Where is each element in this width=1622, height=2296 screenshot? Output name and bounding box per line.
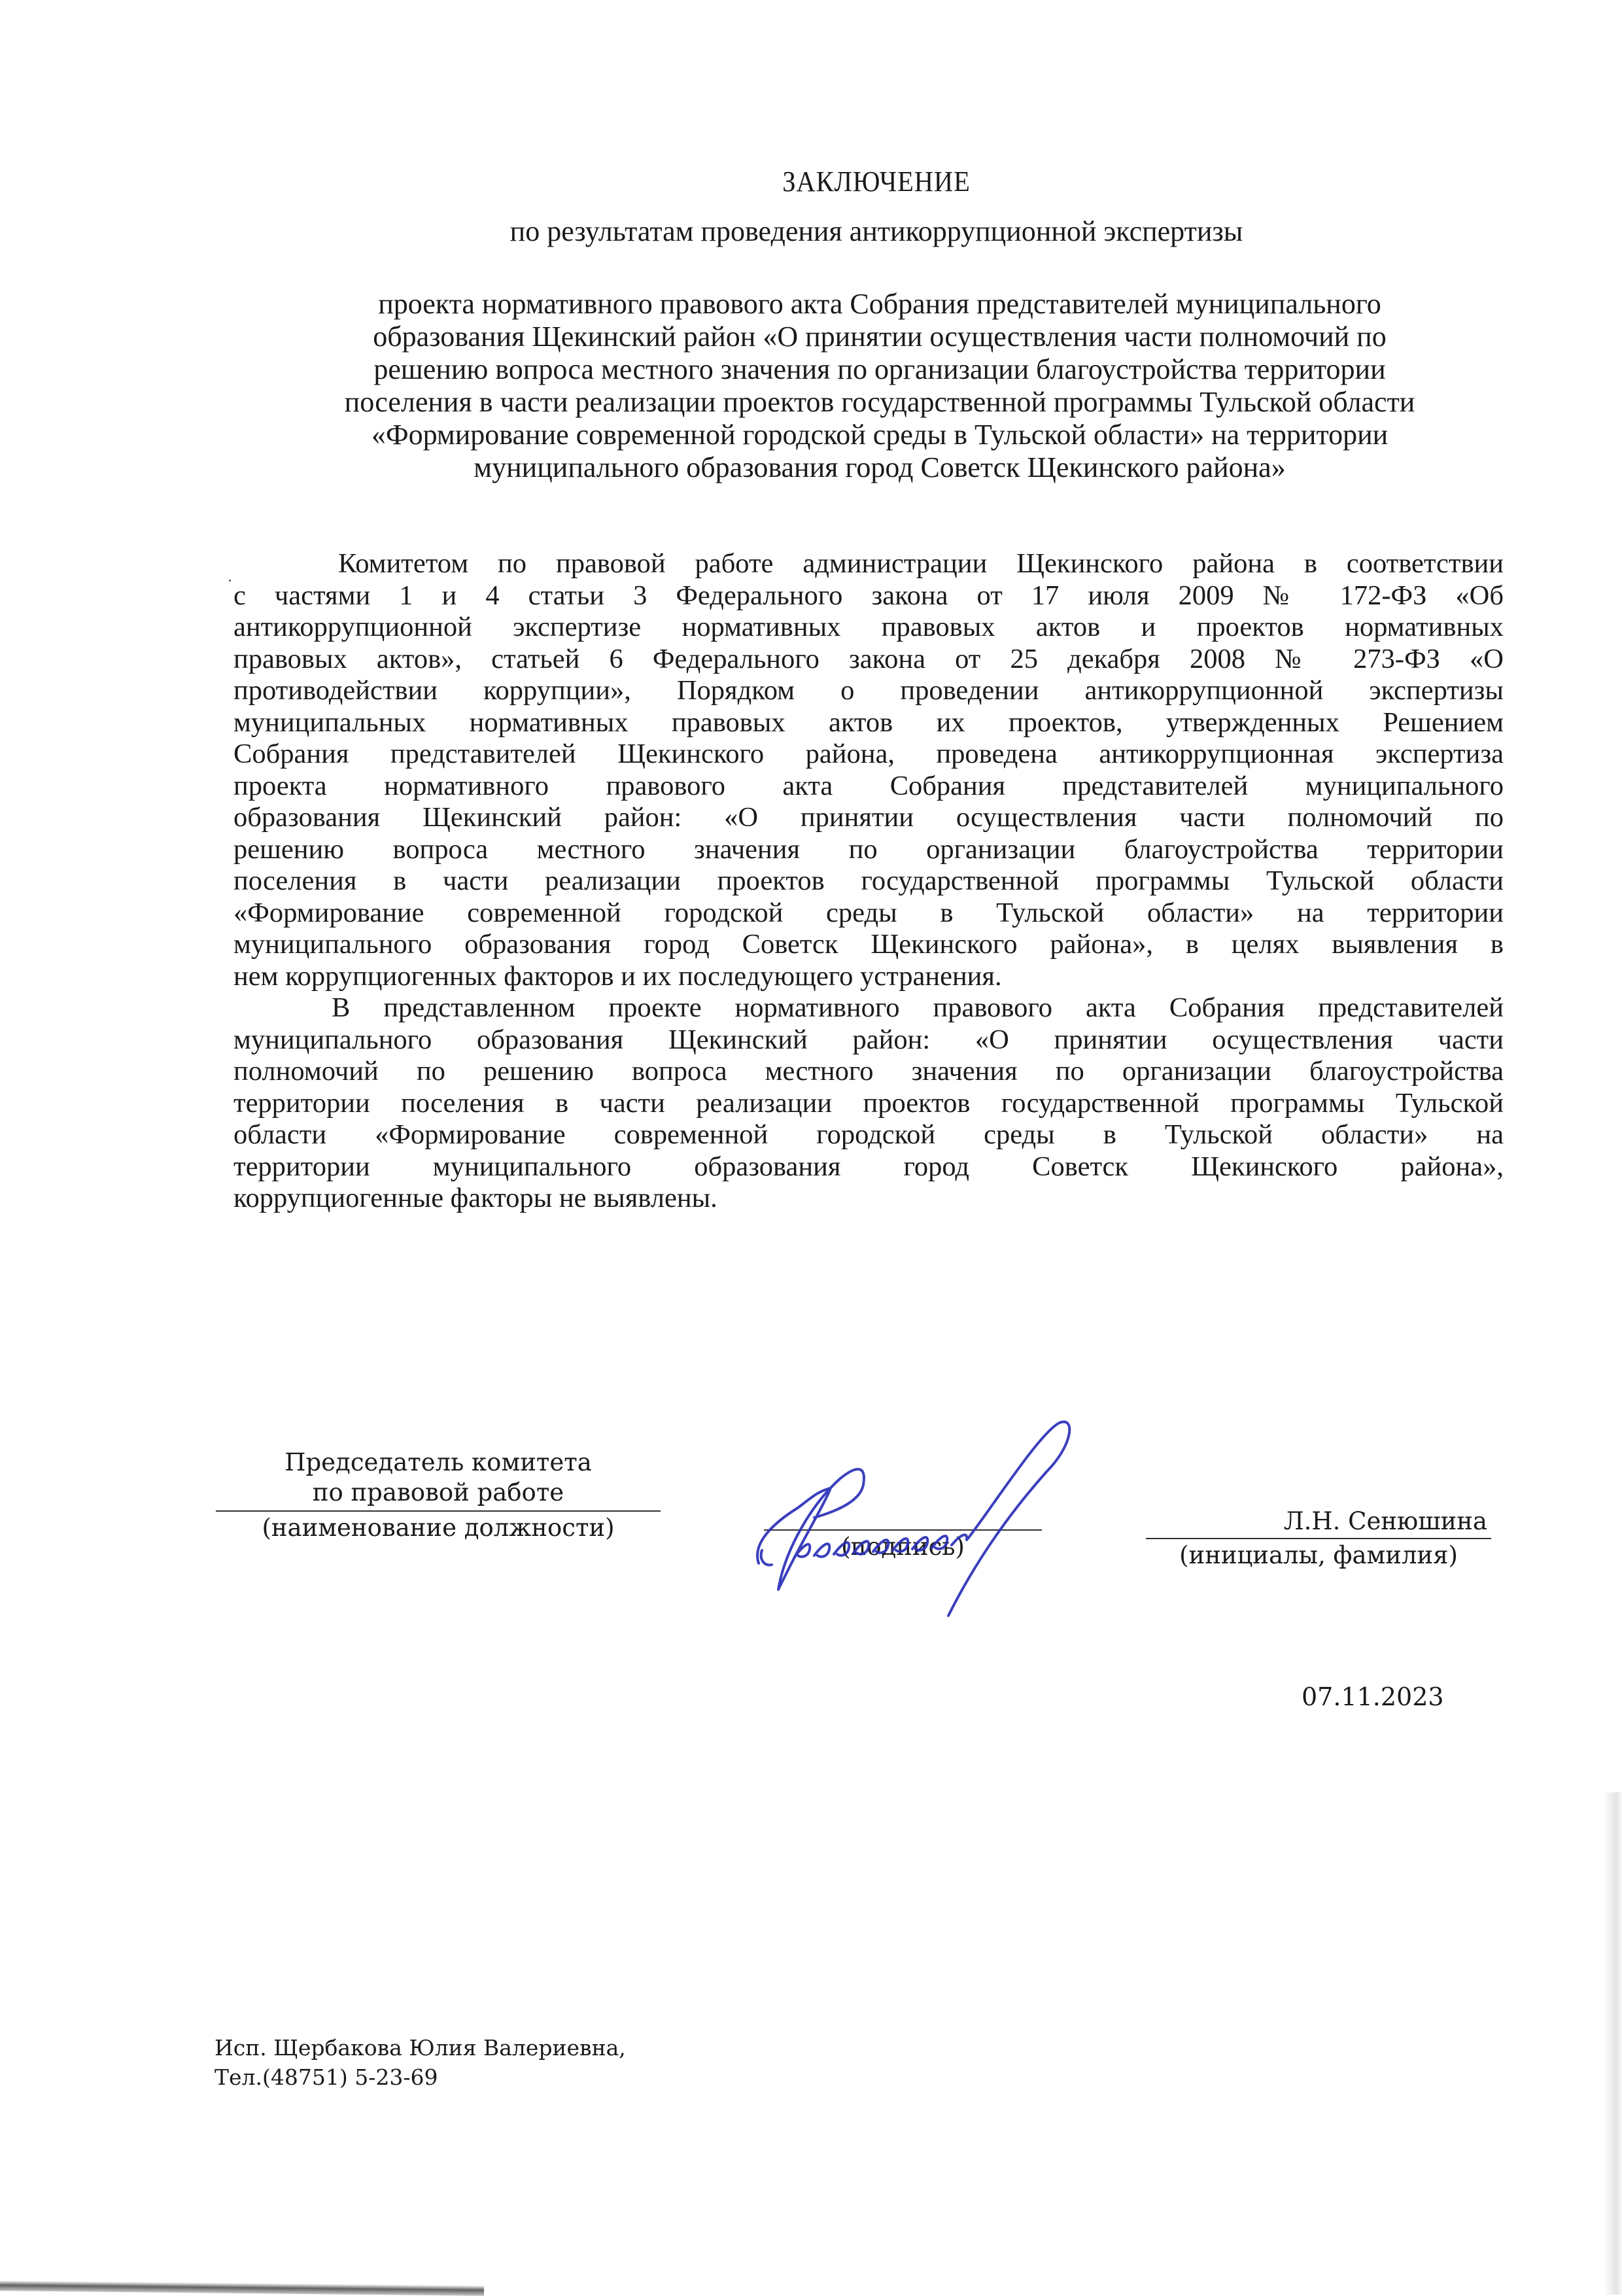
body-line: муниципального образования Щекинский район: «О принятии осуществления части bbox=[233, 1024, 1504, 1055]
document-date: 07.11.2023 bbox=[1302, 1682, 1444, 1711]
name-caption: (инициалы, фамилия) bbox=[1179, 1541, 1458, 1569]
body-line: «Формирование современной городской среды в Тульской области» на территории bbox=[233, 897, 1504, 928]
position-block bbox=[216, 1448, 661, 1543]
executor-info bbox=[215, 2033, 626, 2092]
body-line: области «Формирование современной городской среды в Тульской области» на bbox=[233, 1119, 1504, 1150]
handwritten-signature-icon bbox=[733, 1393, 1099, 1629]
body-line: муниципальных нормативных правовых актов их проектов, утвержденных Решением bbox=[233, 706, 1504, 738]
subject-line: муниципального образования город Советск Щекинского района» bbox=[474, 451, 1286, 483]
body-line: с частями 1 и 4 статьи 3 Федерального закона от 17 июля 2009 № 172-ФЗ «Об bbox=[233, 580, 1504, 611]
body-line: антикоррупционной экспертизе нормативных правовых актов и проектов нормативных bbox=[233, 612, 1504, 642]
body-line: полномочий по решению вопроса местного значения по организации благоустройства bbox=[233, 1056, 1504, 1087]
body-line: Комитетом по правовой работе администрации Щекинского района в соответствии bbox=[338, 548, 1504, 579]
body-line: правовых актов», статьей 6 Федерального закона от 25 декабря 2008 № 273-ФЗ «О bbox=[233, 643, 1504, 674]
body-line: территории поселения в части реализации проектов государственной программы Тульской bbox=[233, 1087, 1504, 1119]
scan-speck bbox=[229, 580, 231, 582]
name-block bbox=[1146, 1506, 1491, 1571]
body-line: территории муниципального образования город Советск Щекинского района», bbox=[233, 1151, 1504, 1182]
signatory-name: Л.Н. Сенюшина bbox=[1283, 1507, 1487, 1535]
position-line: Председатель комитета bbox=[285, 1448, 592, 1476]
scan-edge bbox=[1604, 1792, 1622, 2295]
signature-stroke bbox=[757, 1469, 864, 1590]
body-line: противодействии коррупции», Порядком о проведении антикоррупционной экспертизы bbox=[233, 675, 1504, 706]
signature-stroke bbox=[948, 1422, 1069, 1616]
body-line: образования Щекинский район: «О принятии осуществления части полномочий по bbox=[233, 802, 1504, 833]
signature-caption: (подпись) bbox=[841, 1533, 965, 1561]
subject-line: «Формирование современной городской среды в Тульской области» на территории bbox=[371, 419, 1389, 451]
body-line: муниципального образования город Советск Щекинского района», в целях выявления в bbox=[233, 929, 1504, 960]
executor-name: Исп. Щербакова Юлия Валериевна, bbox=[215, 2035, 626, 2061]
position-underline bbox=[216, 1510, 661, 1512]
body-line: решению вопроса местного значения по организации благоустройства территории bbox=[233, 833, 1504, 865]
subject-line: решению вопроса местного значения по организации благоустройства территории bbox=[373, 353, 1386, 385]
body-line: Собрания представителей Щекинского района, проведена антикоррупционная экспертиза bbox=[233, 739, 1504, 769]
document-body bbox=[233, 548, 1504, 1215]
name-underline bbox=[1146, 1538, 1491, 1539]
signature-stroke bbox=[795, 1535, 967, 1557]
subject-line: образования Щекинский район «О принятии осуществления части полномочий по bbox=[373, 321, 1387, 353]
position-caption: (наименование должности) bbox=[262, 1514, 615, 1542]
document-subject bbox=[255, 288, 1504, 484]
document-subtitle: по результатам проведения антикоррупционной экспертизы bbox=[509, 215, 1243, 247]
document-title: ЗАКЛЮЧЕНИЕ bbox=[782, 165, 971, 198]
body-line: В представленном проекте нормативного правового акта Собрания представителей bbox=[332, 992, 1504, 1023]
body-line: проекта нормативного правового акта Собрания представителей муниципального bbox=[233, 770, 1504, 801]
scan-shadow bbox=[0, 2280, 484, 2296]
subject-line: поселения в части реализации проектов государственной программы Тульской области bbox=[344, 386, 1415, 418]
body-line: поселения в части реализации проектов государственной программы Тульской области bbox=[233, 865, 1504, 896]
position-line: по правовой работе bbox=[312, 1478, 564, 1506]
executor-phone: Тел.(48751) 5-23-69 bbox=[215, 2064, 438, 2090]
body-line: коррупциогенные факторы не выявлены. bbox=[233, 1183, 717, 1213]
signature-stroke bbox=[761, 1550, 772, 1565]
paragraph-conclusion bbox=[233, 992, 1504, 1215]
paragraph-expertise bbox=[233, 548, 1504, 992]
body-line: нем коррупциогенных факторов и их последующего устранения. bbox=[233, 960, 1002, 992]
subject-line: проекта нормативного правового акта Собрания представителей муниципального bbox=[378, 288, 1381, 320]
